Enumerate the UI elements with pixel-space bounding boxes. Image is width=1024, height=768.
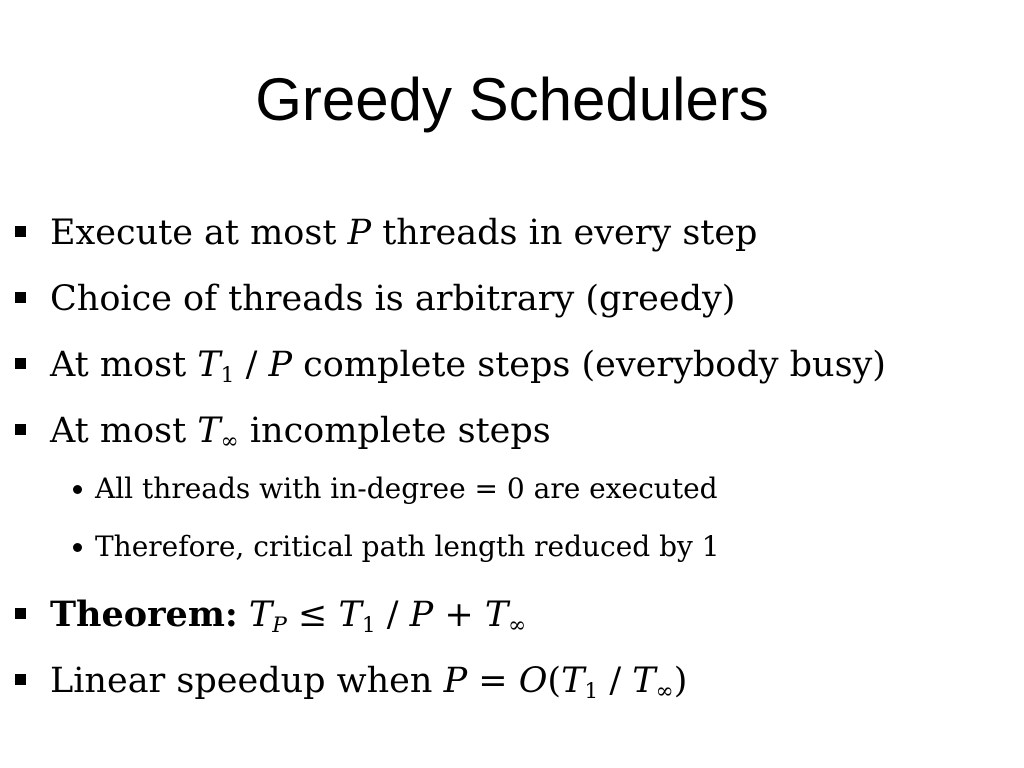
bullet-list xyxy=(0,200,1024,714)
bullet-linear-speedup xyxy=(0,648,1024,714)
sub-bullet-therefore xyxy=(0,518,1024,576)
sub-bullet-list xyxy=(0,460,1024,576)
var-p: P xyxy=(268,345,293,385)
sub-bullet-all-threads xyxy=(0,460,1024,518)
var-t: T xyxy=(197,345,221,385)
var-t: T xyxy=(632,661,656,701)
equals-symbol: = xyxy=(467,661,519,701)
square-bullet-icon xyxy=(15,358,26,369)
bullet-text: At most xyxy=(50,411,198,451)
bullet-choice-of-threads xyxy=(0,266,1024,332)
sub-bullet-text: Therefore, critical path length reduced by 1 xyxy=(95,530,720,563)
subscript-infinity: ∞ xyxy=(655,679,674,705)
var-t: T xyxy=(248,595,273,635)
round-bullet-icon xyxy=(73,543,82,552)
bullet-text: Linear speedup when xyxy=(50,661,444,701)
bullet-text: complete steps (everybody busy) xyxy=(292,345,886,385)
right-paren: ) xyxy=(673,661,688,701)
square-bullet-icon xyxy=(15,292,26,303)
var-p: P xyxy=(347,213,372,253)
bullet-complete-steps xyxy=(0,332,1024,398)
subscript-1: 1 xyxy=(220,363,235,389)
round-bullet-icon xyxy=(73,485,82,494)
leq-symbol: ≤ xyxy=(286,595,339,635)
subscript-p: P xyxy=(272,613,287,639)
bullet-text: Choice of threads is arbitrary (greedy) xyxy=(50,279,736,319)
square-bullet-icon xyxy=(15,424,26,435)
var-t: T xyxy=(338,595,362,635)
var-p: P xyxy=(443,661,468,701)
slash: / xyxy=(375,595,410,635)
theorem-label: Theorem: xyxy=(50,594,238,635)
bullet-text: threads in every step xyxy=(371,213,758,253)
subscript-infinity: ∞ xyxy=(220,429,239,455)
bullet-text: incomplete steps xyxy=(238,411,551,451)
subscript-infinity: ∞ xyxy=(508,613,527,639)
var-p: P xyxy=(409,595,434,635)
square-bullet-icon xyxy=(15,608,26,619)
bullet-text: At most xyxy=(50,345,198,385)
bullet-theorem xyxy=(0,582,1024,648)
slide-title: Greedy Schedulers xyxy=(255,66,769,133)
square-bullet-icon xyxy=(15,674,26,685)
plus-symbol: + xyxy=(433,595,485,635)
square-bullet-icon xyxy=(15,226,26,237)
var-o: O xyxy=(518,661,548,701)
bullet-incomplete-steps xyxy=(0,398,1024,464)
slash: / xyxy=(598,661,633,701)
left-paren: ( xyxy=(547,661,562,701)
subscript-1: 1 xyxy=(584,679,599,705)
sub-bullet-text: All threads with in-degree = 0 are executed xyxy=(95,472,718,505)
subscript-1: 1 xyxy=(361,613,376,639)
var-t: T xyxy=(484,595,509,635)
var-t: T xyxy=(561,661,585,701)
bullet-execute-at-most xyxy=(0,200,1024,266)
var-t: T xyxy=(197,411,221,451)
bullet-text: Execute at most xyxy=(50,213,348,253)
slash: / xyxy=(234,345,269,385)
